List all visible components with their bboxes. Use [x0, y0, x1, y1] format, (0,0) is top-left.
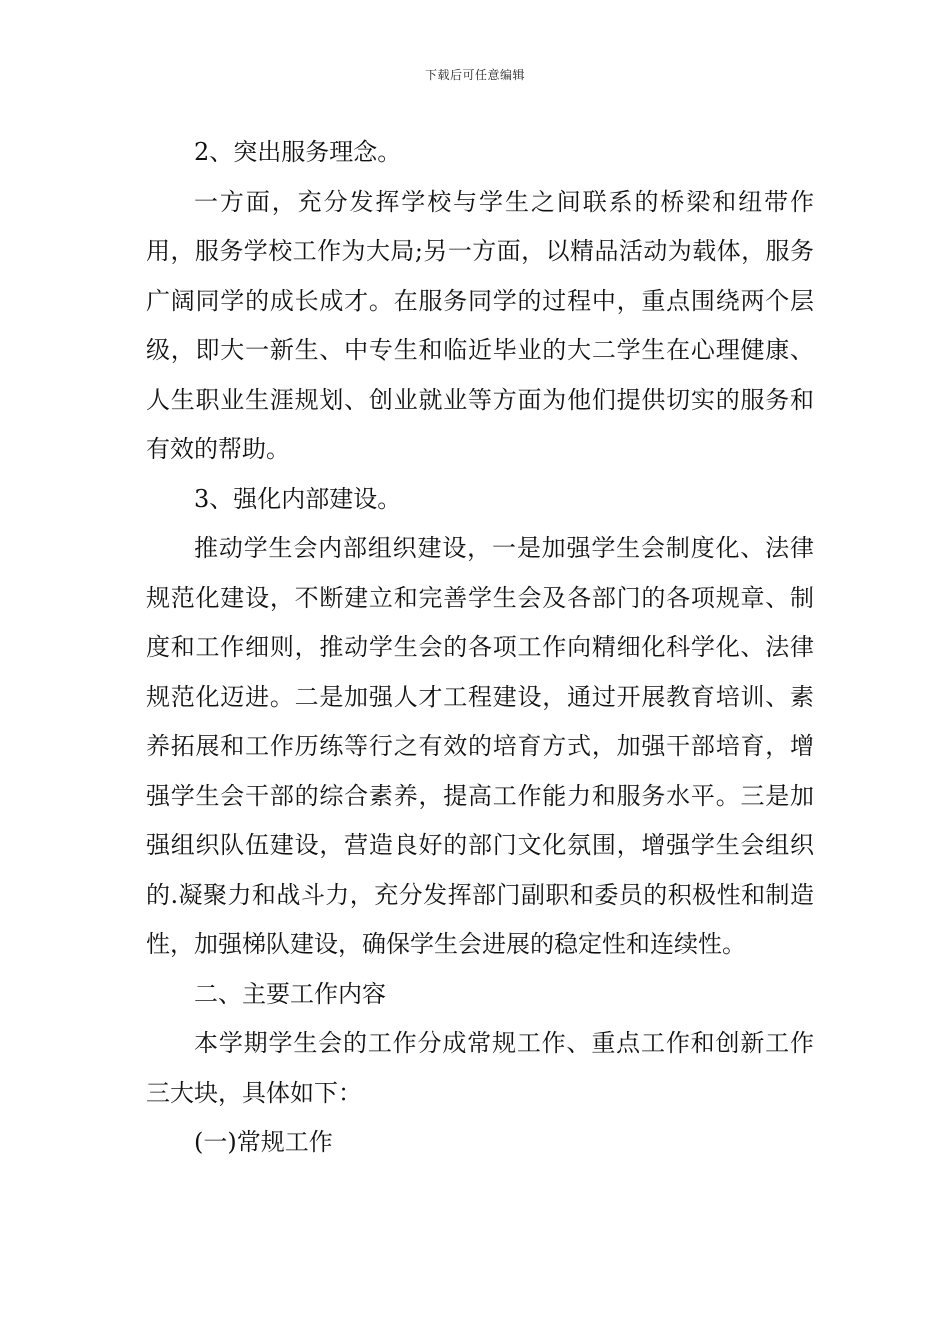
- section-heading-main-work: 二、主要工作内容: [194, 979, 386, 1008]
- paragraph-main-work: 本学期学生会的工作分成常规工作、重点工作和创新工作三大块，具体如下：: [146, 1029, 814, 1107]
- paragraph-internal: 推动学生会内部组织建设，一是加强学生会制度化、法律规范化建设，不断建立和完善学生会及各部门的各项规章、制度和工作细则，推动学生会的各项工作向精细化科学化、法律规范化迈进。二是加强人才工程建设，通过开展教育培训、素养拓展和工作历练等行之有效的培育方式，加强干部培育，增强学生会干部的综合素养，提高工作能力和服务水平。三是加强组织队伍建设，营造良好的部门文化氛围，增强学生会组织的.凝聚力和战斗力，充分发挥部门副职和委员的积极性和制造性，加强梯队建设，确保学生会进展的稳定性和连续性。: [146, 534, 814, 958]
- section-heading-internal: 3、强化内部建设。: [194, 484, 402, 513]
- paragraph-service: 一方面，充分发挥学校与学生之间联系的桥梁和纽带作用，服务学校工作为大局;另一方面，以精品活动为载体，服务广阔同学的成长成才。在服务同学的过程中，重点围绕两个层级，即大一新生、中专生和临近毕业的大二学生在心理健康、人生职业生涯规划、创业就业等方面为他们提供切实的服务和有效的帮助。: [146, 187, 814, 463]
- header-note: 下载后可任意编辑: [424, 68, 525, 82]
- section-heading-service: 2、突出服务理念。: [194, 138, 402, 166]
- subsection-heading-routine: (一)常规工作: [194, 1128, 333, 1156]
- document-body: [146, 128, 814, 1168]
